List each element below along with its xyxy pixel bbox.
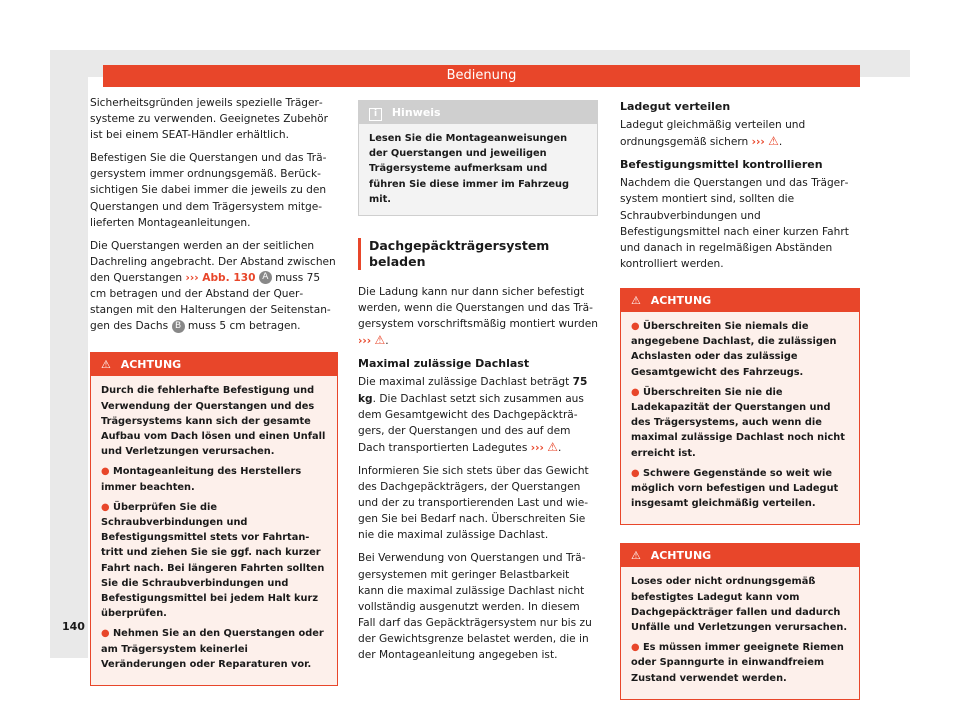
paragraph: Informieren Sie sich stets über das Gewicht des Dachgepäckträgers, der Querstangen und der zu transportierenden Last und wiegen Sie bei Bedarf nach. Überschreiten Sie nie die maximal zulässige Dachlast. — [358, 464, 589, 542]
bullet-icon: ● — [101, 466, 110, 478]
warning-box — [620, 543, 860, 699]
warning-icon: ⚠ — [631, 293, 641, 307]
column-2 — [358, 100, 598, 670]
page-number: 140 — [62, 620, 85, 633]
warning-item: ● Überschreiten Sie niemals die angegebene Dachlast, die zulässigen Achslasten oder das zulässige Gesamtgewicht des Fahrzeugs. — [631, 320, 837, 378]
subheading: Befestigungsmittel kontrollieren — [620, 158, 823, 172]
subheading: Maximal zulässige Dachlast — [358, 357, 530, 371]
warning-intro: Durch die fehlerhafte Befestigung und Verwendung der Querstangen und des Trägersystems kann sich der gesamte Aufbau vom Dach lösen und einen Unfall und Verletzungen verursachen. — [101, 385, 326, 458]
warning-box — [90, 352, 338, 686]
warning-intro: Loses oder nicht ordnungsgemäß befestigtes Ladegut kann vom Dachgepäckträger fallen und dadurch Unfälle und Verletzungen verursachen. — [631, 576, 848, 633]
note-box — [358, 100, 598, 216]
bullet-icon: ● — [631, 320, 640, 332]
marker-b: B — [172, 320, 185, 333]
warning-item: ● Schwere Gegenstände so weit wie möglich vorn befestigen und Ladegut insgesamt gleichmäßig verteilen. — [631, 467, 839, 510]
reference-arrows[interactable]: ››› — [530, 441, 544, 454]
paragraph: Bei Verwendung von Querstangen und Trägersystemen mit geringer Belastbarkeit kann die maximal zulässige Dachlast nicht vollständig ausgenutzt werden. In diesem Fall darf das Gepäckträgersystem nur bis zu der Gewichtsgrenze belastet werden, die in der Montageanleitung angegeben ist. — [358, 552, 592, 661]
warning-icon: ⚠ — [631, 549, 641, 563]
bullet-icon: ● — [631, 467, 640, 479]
paragraph: Die maximal zulässige Dachlast beträgt 75 kg. Die Dachlast setzt sich zusammen aus dem Gesamtgewicht des Dachgepäckträgers, der Querstangen und des auf dem Dach transportierten Ladegutes ››› ⚠. — [358, 376, 588, 454]
subheading: Ladegut verteilen — [620, 100, 731, 113]
bullet-icon: ● — [101, 501, 110, 513]
paragraph: Sicherheitsgründen jeweils spezielle Trägersysteme zu verwenden. Geeignetes Zubehör ist bei einem SEAT-Händler erhältlich. — [90, 97, 329, 142]
note-header: i Hinweis — [359, 101, 597, 124]
section-header — [103, 65, 860, 87]
bullet-icon: ● — [631, 642, 640, 654]
note-body: Lesen Sie die Montageanweisungen der Querstangen und jeweiligen Trägersysteme aufmerksam und führen Sie diese immer im Fahrzeug mit. — [369, 133, 569, 205]
bullet-icon: ● — [631, 386, 640, 398]
header-title: Bedienung — [446, 68, 517, 83]
warning-icon: ⚠ — [768, 134, 779, 149]
warning-icon: ⚠ — [101, 358, 111, 372]
warning-item: ● Montageanleitung des Herstellers immer beachten. — [101, 466, 302, 493]
warning-body — [91, 376, 337, 685]
warning-item: ● Überschreiten Sie nie die Ladekapazität der Querstangen und des Trägersystems, auch wenn die maximal zulässige Dachlast noch nicht erreicht ist. — [631, 386, 845, 459]
reference-arrows[interactable]: ››› — [751, 136, 765, 149]
warning-icon: ⚠ — [374, 333, 386, 348]
paragraph: Ladegut gleichmäßig verteilen und ordnungsgemäß sichern ››› ⚠. — [620, 119, 806, 149]
column-1 — [90, 95, 338, 694]
warning-icon: ⚠ — [547, 439, 558, 454]
info-icon: i — [369, 108, 382, 121]
paragraph: Nachdem die Querstangen und das Trägersystem montiert sind, sollten die Schraubverbindungen und Befestigungsmittel nach einer kurzen Fahrt und danach in regelmäßigen Abständen kontrolliert werden. — [620, 177, 849, 270]
warning-item: ● Es müssen immer geeignete Riemen oder Spanngurte in einwandfreiem Zustand verwendet werden. — [631, 642, 844, 684]
paragraph: Die Querstangen werden an der seitlichen Dachreling angebracht. Der Abstand zwischen den Querstangen ››› Abb. 130 A muss 75 cm betragen und der Abstand der Querstangen mit den Halterungen der Seitenstangen des Dachs B muss 5 cm betragen. — [90, 239, 336, 333]
warning-body — [621, 312, 859, 524]
warning-header: ⚠ ACHTUNG — [91, 353, 337, 376]
warning-item: ● Überprüfen Sie die Schraubverbindungen und Befestigungsmittel stets vor Fahrtantritt und ziehen Sie sie ggf. nach kurzer Fahrt nach. Bei längeren Fahrten sollten Sie die Schraubverbindungen und Befestigungsmittel bei jedem Halt kurz überprüfen. — [101, 501, 325, 620]
figure-link[interactable]: ››› Abb. 130 — [185, 271, 256, 284]
reference-arrows[interactable]: ››› — [358, 335, 372, 348]
warning-box — [620, 288, 860, 525]
paragraph: Befestigen Sie die Querstangen und das Trägersystem immer ordnungsgemäß. Berücksichtigen Sie dabei immer die jeweils zu den Querstangen und dem Trägersystem mitgelieferten Montageanleitungen. — [90, 152, 327, 229]
marker-a: A — [259, 271, 272, 284]
paragraph: Die Ladung kann nur dann sicher befestigt werden, wenn die Querstangen und das Trägersystem vorschriftsmäßig montiert wurden ››› ⚠. — [358, 286, 598, 348]
warning-item: ● Nehmen Sie an den Querstangen oder am Trägersystem keinerlei Veränderungen oder Reparaturen vor. — [101, 628, 324, 670]
warning-body — [621, 567, 859, 698]
warning-header: ⚠ ACHTUNG — [621, 544, 859, 567]
warning-header: ⚠ ACHTUNG — [621, 289, 859, 312]
column-3 — [620, 95, 860, 708]
bullet-icon: ● — [101, 628, 110, 640]
section-title: Dachgepäckträgersystem beladen — [358, 238, 598, 270]
